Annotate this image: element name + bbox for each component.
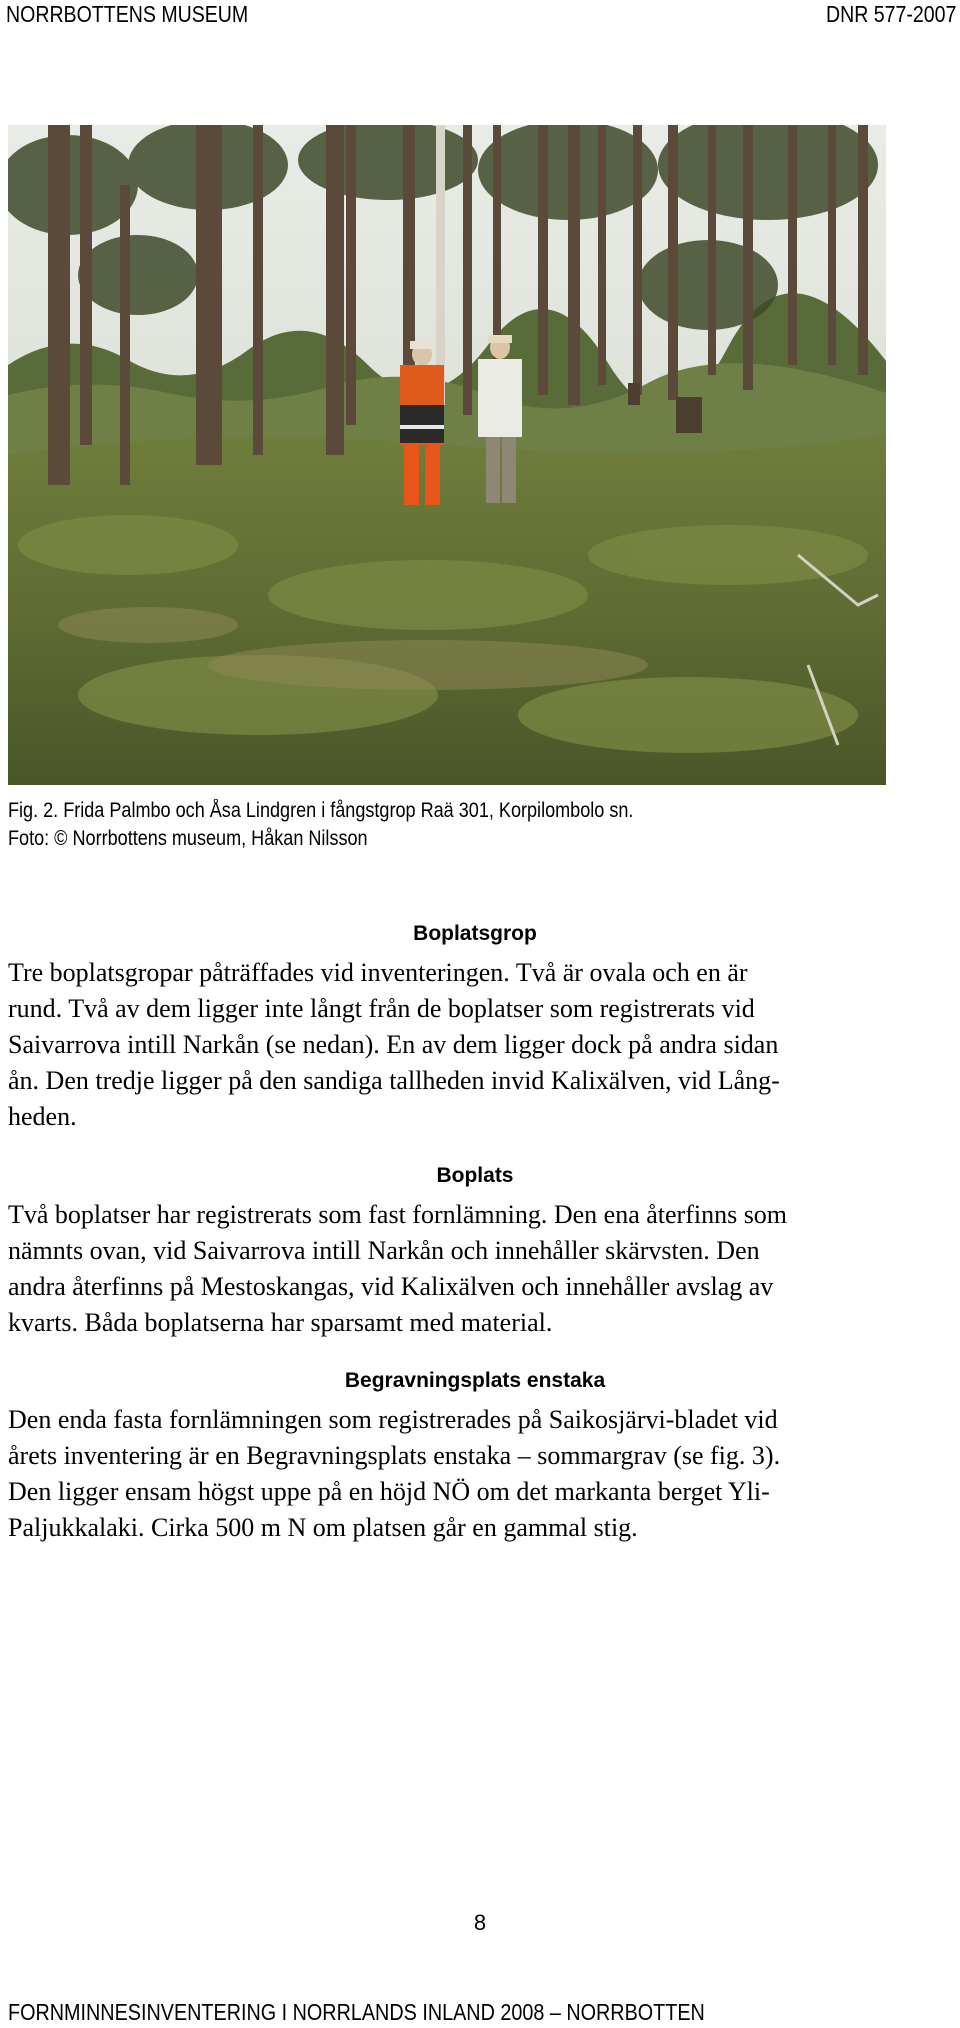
text-line: ån. Den tredje ligger på den sandiga tallheden invid Kalixälven, vid Lång-: [8, 1066, 780, 1095]
text-line: Den enda fasta fornlämningen som registrerades på Saikosjärvi-bladet vid: [8, 1405, 778, 1434]
section-heading-boplatsgrop: Boplatsgrop: [413, 922, 537, 945]
text-line: rund. Två av dem ligger inte långt från de boplatser som registrerats vid: [8, 994, 755, 1023]
page-footer: FORNMINNESINVENTERING I NORRLANDS INLAND 2008 – NORRBOTTEN: [8, 1999, 705, 2025]
page-number: 8: [473, 1910, 487, 1935]
photo-credit: Foto: © Norrbottens museum, Håkan Nilsson: [8, 827, 368, 850]
text-line: Tre boplatsgropar påträffades vid inventeringen. Två är ovala och en är: [8, 958, 748, 987]
header-museum-name: NORRBOTTENS MUSEUM: [6, 1, 249, 27]
header-dnr: DNR 577-2007: [825, 1, 956, 27]
figure-caption: Fig. 2. Frida Palmbo och Åsa Lindgren i fångstgrop Raä 301, Korpilombolo sn.: [8, 799, 634, 822]
text-line: nämnts ovan, vid Saivarrova intill Narkån och innehåller skärvsten. Den: [8, 1236, 760, 1265]
text-line: Paljukkalaki. Cirka 500 m N om platsen går en gammal stig.: [8, 1513, 638, 1542]
paragraph-boplats: [8, 1197, 953, 1341]
section-heading-boplats: Boplats: [436, 1164, 514, 1187]
forest-photo: [8, 125, 886, 785]
text-line: heden.: [8, 1102, 77, 1131]
text-line: Saivarrova intill Narkån (se nedan). En av dem ligger dock på andra sidan: [8, 1030, 779, 1059]
text-line: kvarts. Båda boplatserna har sparsamt med material.: [8, 1308, 553, 1337]
section-heading-begravningsplats: Begravningsplats enstaka: [344, 1369, 606, 1392]
text-line: Två boplatser har registrerats som fast fornlämning. Den ena återfinns som: [8, 1200, 788, 1229]
paragraph-begravningsplats: [8, 1402, 953, 1546]
text-line: årets inventering är en Begravningsplats enstaka – sommargrav (se fig. 3).: [8, 1441, 781, 1470]
paragraph-boplatsgrop: [8, 955, 953, 1135]
text-line: Den ligger ensam högst uppe på en höjd NÖ om det markanta berget Yli-: [8, 1477, 770, 1506]
text-line: andra återfinns på Mestoskangas, vid Kalixälven och innehåller avslag av: [8, 1272, 774, 1301]
